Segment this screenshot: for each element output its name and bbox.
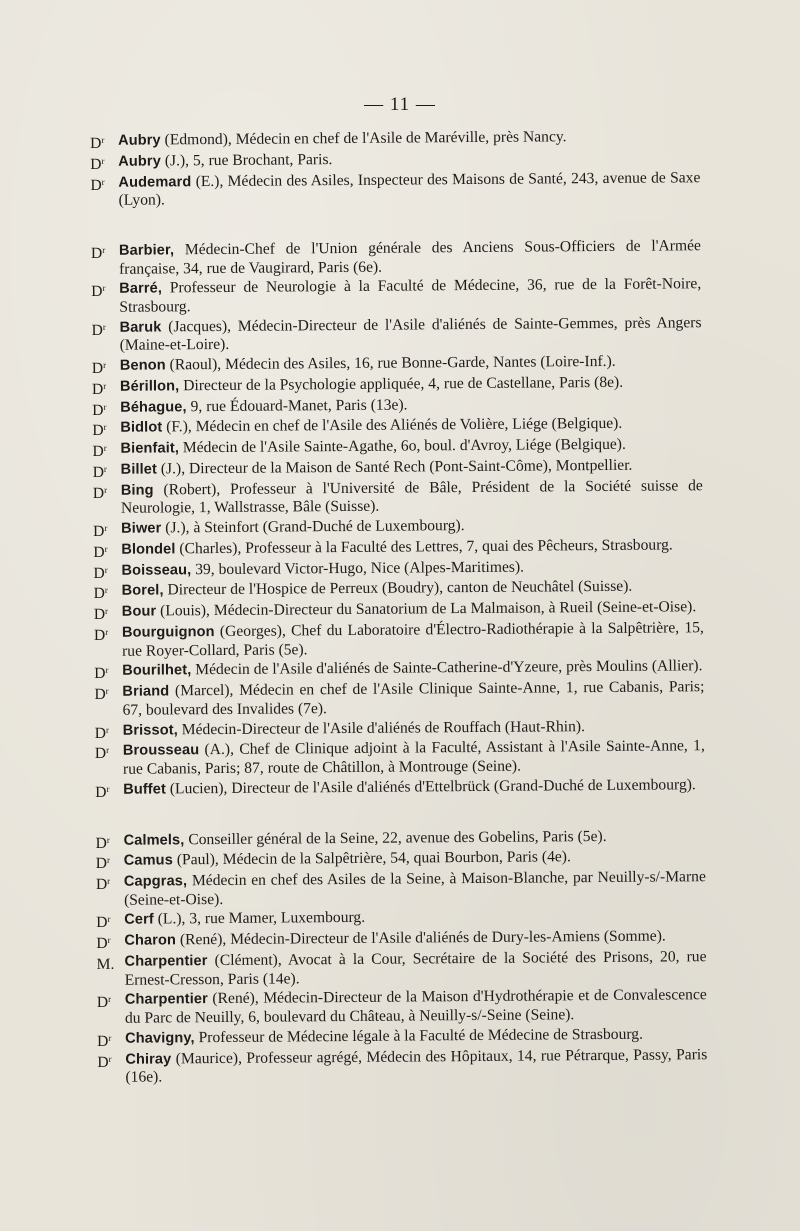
member-details: (Robert), Professeur à l'Université de Bâle, Président de la Société suisse de Neurologie, 1, Wallstrasse, Bâle (Suisse). — [120, 476, 703, 518]
member-details: (J.), à Steinfort (Grand-Duché de Luxembourg). — [161, 517, 465, 537]
member-list — [90, 127, 707, 1089]
list-item: $D^r$ Billet (J.), Directeur de la Maison de Santé Rech (Pont-Saint-Côme), Montpellier. — [92, 456, 633, 481]
list-item: $D^r$ Aubry (Edmond), Médecin en chef de l'Asile de Maréville, près Nancy. — [90, 128, 567, 152]
page-number: — 11 — — [364, 94, 436, 115]
member-details: Directeur de la Psychologie appliquée, 4, rue de Castellane, Paris (8e). — [179, 373, 624, 395]
list-item: $D^r$ Biwer (J.), à Steinfort (Grand-Duché de Luxembourg). — [93, 517, 465, 541]
list-item: $D^r$ Chavigny, Professeur de Médecine légale à la Faculté de Médecine de Strasbourg. — [97, 1025, 644, 1050]
member-name: Charpentier — [124, 991, 208, 1009]
list-item: $D^r$ Brissot, Médecin-Directeur de l'Asile d'aliénés de Rouffach (Haut-Rhin). — [94, 717, 586, 742]
member-name: Barré, — [119, 280, 163, 298]
member-name: Chiray — [125, 1050, 172, 1068]
member-details: Médecin de l'Asile Sainte-Agathe, 6o, boul. d'Avroy, Liége (Belgique). — [178, 435, 626, 457]
list-item: $D^r$ Bidlot (F.), Médecin en chef de l'Asile des Aliénés de Volière, Liége (Belgique). — [92, 415, 623, 440]
member-name: Bidlot — [120, 419, 163, 437]
list-item: $D^r$ Capgras, Médecin en chef des Asiles de la Seine, à Maison-Blanche, par Neuilly-s/-Marne (Seine-et-Oise). — [95, 868, 706, 909]
member-name: Chavigny, — [125, 1029, 195, 1047]
list-item: $D^r$ Bourguignon (Georges), Chef du Laboratoire d'Électro-Radiothérapie à la Salpêtrière, 15, rue Royer-Collard, Paris (5e). — [93, 619, 704, 660]
member-name: Charpentier — [124, 953, 208, 970]
list-item: $D^r$ Calmels, Conseiller général de la Seine, 22, avenue des Gobelins, Paris (5e). — [95, 827, 607, 852]
member-name: Bing — [120, 482, 154, 499]
list-item: $D^r$ Barré, Professeur de Neurologie à la Faculté de Médecine, 36, rue de la Forêt-Noire, Strasbourg. — [91, 275, 702, 316]
member-name: Blondel — [121, 541, 176, 558]
member-name: Bienfait, — [120, 440, 180, 457]
member-details: (René), Médecin-Directeur de la Maison d'Hydrothérapie et de Convalescence du Parc de Neuilly, 6, boulevard du Château, à Neuilly-s/-Seine (Seine). — [124, 986, 707, 1027]
member-details: Médecin-Chef de l'Union générale des Anciens Sous-Officiers de l'Armée française, 34, rue de Vaugirard, Paris (6e). — [119, 237, 701, 278]
member-name: Biwer — [121, 520, 162, 537]
member-details: (Marcel), Médecin en chef de l'Asile Clinique Sainte-Anne, 1, rue Cabanis, Paris; 67, boulevard des Invalides (7e). — [122, 678, 705, 719]
list-item: $D^r$ Chiray (Maurice), Professeur agrégé, Médecin des Hôpitaux, 14, rue Pétrarque, Passy, Paris (16e). — [97, 1045, 708, 1086]
member-details: (Maurice), Professeur agrégé, Médecin des Hôpitaux, 14, rue Pétrarque, Passy, Paris (16e). — [125, 1045, 708, 1086]
member-details: (Edmond), Médecin en chef de l'Asile de Maréville, près Nancy. — [160, 128, 567, 149]
section-gap — [91, 207, 701, 242]
list-item: $D^r$ Aubry (J.), 5, rue Brochant, Paris. — [90, 150, 333, 173]
member-details: (Paul), Médecin de la Salpêtrière, 54, quai Bourbon, Paris (4e). — [172, 848, 571, 869]
member-name: Brissot, — [122, 721, 178, 739]
member-name: Bérillon, — [119, 378, 180, 395]
member-name: Briand — [122, 683, 170, 700]
member-details: Professeur de Médecine légale à la Faculté de Médecine de Strasbourg. — [194, 1025, 644, 1046]
list-item: $D^r$ Buffet (Lucien), Directeur de l'Asile d'aliénés d'Ettelbrück (Grand-Duché de Luxembourg). — [95, 775, 696, 801]
member-name: Buffet — [123, 781, 166, 798]
list-item: $D^r$ Boisseau, 39, boulevard Victor-Hugo, Nice (Alpes-Maritimes). — [93, 558, 525, 582]
member-details: (Jacques), Médecin-Directeur de l'Asile d'aliénés de Sainte-Gemmes, près Angers (Maine-et-Loire). — [119, 313, 702, 355]
member-details: (E.), Médecin des Asiles, Inspecteur des Maisons de Santé, 243, avenue de Saxe (Lyon). — [118, 168, 701, 209]
member-name: Billet — [120, 461, 157, 478]
member-name: Bourguignon — [121, 624, 215, 641]
member-name: Audemard — [118, 173, 192, 191]
list-item: M. Charpentier (Clément), Avocat à la Cour, Secrétaire de la Société des Prisons, 20, rue Ernest-Cresson, Paris (14e). — [96, 948, 707, 989]
list-item: $D^r$ Camus (Paul), Médecin de la Salpêtrière, 54, quai Bourbon, Paris (4e). — [95, 848, 571, 873]
list-item: $D^r$ Béhague, 9, rue Édouard-Manet, Paris (13e). — [92, 396, 408, 419]
list-item: $D^r$ Bourilhet, Médecin de l'Asile d'aliénés de Sainte-Catherine-d'Yzeure, près Moulins (Allier). — [94, 657, 703, 683]
member-details: Médecin de l'Asile d'aliénés de Sainte-Catherine-d'Yzeure, près Moulins (Allier). — [191, 657, 703, 679]
list-item: $D^r$ Benon (Raoul), Médecin des Asiles, 16, rue Bonne-Garde, Nantes (Loire-Inf.). — [91, 352, 616, 378]
member-name: Bourilhet, — [122, 662, 192, 680]
list-item: $D^r$ Audemard (E.), Médecin des Asiles, Inspecteur des Maisons de Santé, 243, avenue de Saxe (Lyon). — [90, 168, 701, 209]
member-name: Charon — [124, 932, 177, 949]
member-details: (J.), 5, rue Brochant, Paris. — [160, 150, 333, 170]
member-details: (Lucien), Directeur de l'Asile d'aliénés d'Ettelbrück (Grand-Duché de Luxembourg). — [165, 775, 696, 798]
list-item: $D^r$ Charpentier (René), Médecin-Directeur de la Maison d'Hydrothérapie et de Convalescence du Parc de Neuilly, 6, boulevard du Château, à Neuilly-s/-Seine (Seine). — [96, 986, 707, 1027]
member-details: Médecin en chef des Asiles de la Seine, à Maison-Blanche, par Neuilly-s/-Marne (Seine-et-Oise). — [123, 868, 706, 909]
list-item: $D^r$ Blondel (Charles), Professeur à la Faculté des Lettres, 7, quai des Pêcheurs, Strasbourg. — [93, 536, 673, 561]
member-name: Aubry — [118, 132, 161, 149]
member-name: Baruk — [119, 319, 162, 336]
member-details: Directeur de l'Hospice de Perreux (Boudry), canton de Neuchâtel (Suisse). — [163, 578, 633, 599]
member-name: Bour — [121, 603, 157, 621]
member-name: Capgras, — [123, 873, 188, 890]
member-details: (F.), Médecin en chef de l'Asile des Aliénés de Volière, Liége (Belgique). — [162, 415, 623, 436]
list-item: $D^r$ Barbier, Médecin-Chef de l'Union générale des Anciens Sous-Officiers de l'Armée française, 34, rue de Vaugirard, Paris (6e). — [90, 237, 701, 278]
member-name: Calmels, — [123, 831, 185, 849]
member-details: (Raoul), Médecin des Asiles, 16, rue Bonne-Garde, Nantes (Loire-Inf.). — [165, 352, 616, 374]
member-name: Brousseau — [122, 742, 200, 760]
list-item: $D^r$ Charon (René), Médecin-Directeur de l'Asile d'aliénés de Dury-les-Amiens (Somme). — [96, 927, 666, 953]
member-details: (René), Médecin-Directeur de l'Asile d'aliénés de Dury-les-Amiens (Somme). — [175, 927, 666, 949]
member-name: Barbier, — [118, 242, 175, 259]
list-item: $D^r$ Bour (Louis), Médecin-Directeur du Sanatorium de La Malmaison, à Rueil (Seine-et-Oise). — [93, 598, 697, 624]
list-item: $D^r$ Bérillon, Directeur de la Psychologie appliquée, 4, rue de Castellane, Paris (8e). — [91, 373, 624, 398]
member-name: Cerf — [124, 911, 154, 929]
list-item: $D^r$ Cerf (L.), 3, rue Mamer, Luxembourg. — [96, 909, 366, 932]
member-details: Professeur de Neurologie à la Faculté de Médecine, 36, rue de la Forêt-Noire, Strasbourg. — [119, 275, 702, 316]
member-details: (J.), Directeur de la Maison de Santé Rech (Pont-Saint-Côme), Montpellier. — [156, 456, 633, 478]
member-details: (Louis), Médecin-Directeur du Sanatorium de La Malmaison, à Rueil (Seine-et-Oise). — [156, 598, 697, 620]
member-details: 9, rue Édouard-Manet, Paris (13e). — [186, 396, 408, 415]
member-name: Boisseau, — [121, 561, 192, 579]
list-item: $D^r$ Borel, Directeur de l'Hospice de Perreux (Boudry), canton de Neuchâtel (Suisse). — [93, 578, 633, 603]
member-details: (A.), Chef de Clinique adjoint à la Faculté, Assistant à l'Asile Sainte-Anne, 1, rue Cabanis, Paris; 87, route de Châtillon, à Montrouge (Seine). — [122, 737, 705, 778]
member-name: Béhague, — [120, 398, 187, 416]
section-gap — [95, 797, 705, 832]
list-item: $D^r$ Briand (Marcel), Médecin en chef de l'Asile Clinique Sainte-Anne, 1, rue Cabanis, Paris; 67, boulevard des Invalides (7e). — [94, 678, 705, 719]
list-item: $D^r$ Bienfait, Médecin de l'Asile Sainte-Agathe, 6o, boul. d'Avroy, Liége (Belgique). — [92, 435, 626, 461]
member-details: (Clément), Avocat à la Cour, Secrétaire de la Société des Prisons, 20, rue Ernest-Cresson, Paris (14e). — [124, 948, 707, 989]
member-name: Camus — [123, 852, 173, 870]
list-item: $D^r$ Bing (Robert), Professeur à l'Université de Bâle, Président de la Société suisse de Neurologie, 1, Wallstrasse, Bâle (Suisse). — [92, 476, 703, 518]
member-name: Aubry — [118, 153, 161, 170]
member-details: (L.), 3, rue Mamer, Luxembourg. — [153, 909, 366, 928]
member-details: Conseiller général de la Seine, 22, avenue des Gobelins, Paris (5e). — [184, 827, 607, 848]
member-details: (Charles), Professeur à la Faculté des Lettres, 7, quai des Pêcheurs, Strasbourg. — [175, 536, 673, 558]
member-details: (Georges), Chef du Laboratoire d'Électro-Radiothérapie à la Salpêtrière, 15, rue Royer-Collard, Paris (5e). — [122, 619, 704, 660]
member-name: Borel, — [121, 582, 164, 600]
member-details: Médecin-Directeur de l'Asile d'aliénés de Rouffach (Haut-Rhin). — [177, 717, 586, 738]
list-item: $D^r$ Brousseau (A.), Chef de Clinique adjoint à la Faculté, Assistant à l'Asile Sainte-Anne, 1, rue Cabanis, Paris; 87, route de Châtillon, à Montrouge (Seine). — [94, 737, 705, 778]
member-details: 39, boulevard Victor-Hugo, Nice (Alpes-Maritimes). — [191, 558, 525, 578]
list-item: $D^r$ Baruk (Jacques), Médecin-Directeur de l'Asile d'aliénés de Sainte-Gemmes, près Angers (Maine-et-Loire). — [91, 313, 702, 355]
member-name: Benon — [119, 357, 166, 374]
